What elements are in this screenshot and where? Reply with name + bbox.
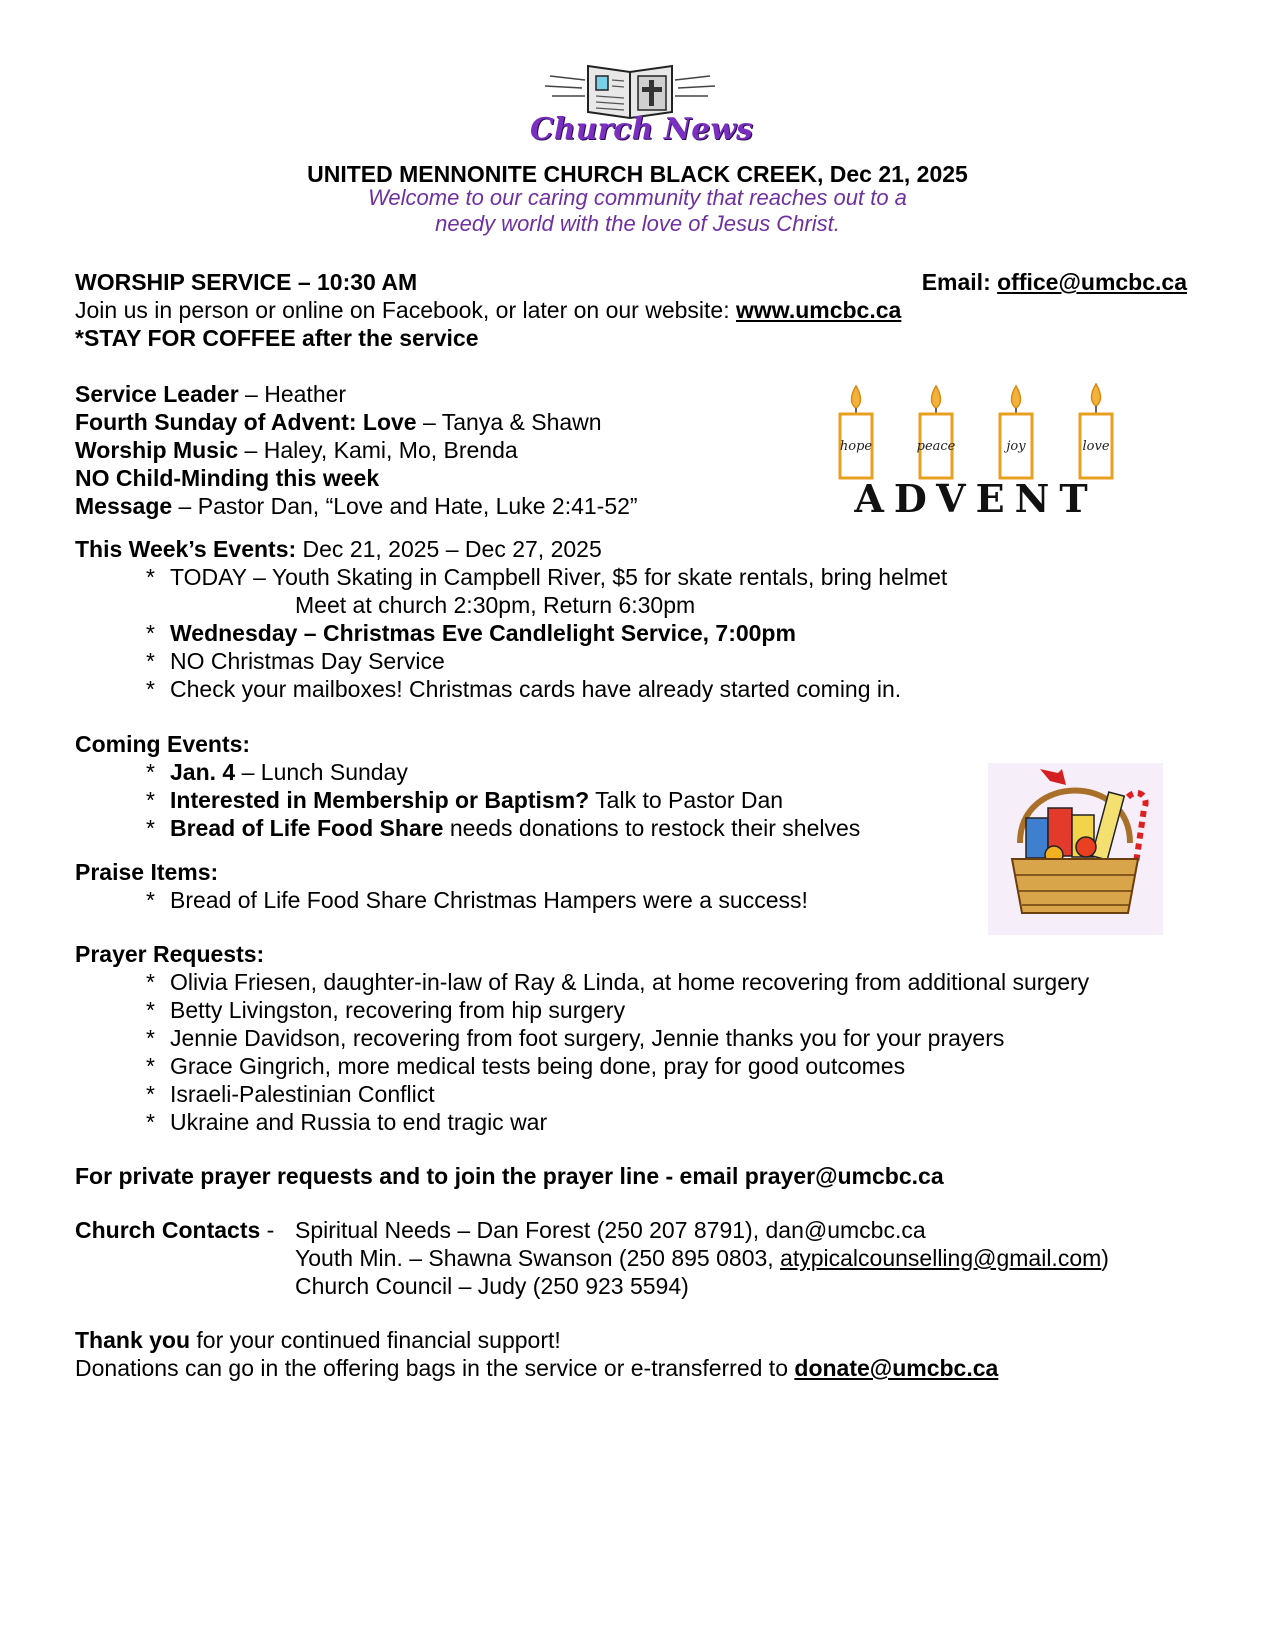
prayer-text: Jennie Davidson, recovering from foot surgery, Jennie thanks you for your prayers — [170, 1025, 1005, 1051]
event-text: Check your mailboxes! Christmas cards have already started coming in. — [170, 676, 902, 702]
service-leader-label: Service Leader — [75, 381, 239, 407]
prayer-text: Ukraine and Russia to end tragic war — [170, 1109, 548, 1135]
bullet-star: * — [146, 648, 155, 674]
bullet-star: * — [146, 969, 155, 995]
list-item — [146, 1052, 905, 1080]
this-week-label: This Week’s Events: — [75, 536, 297, 562]
contact-spiritual: Spiritual Needs – Dan Forest (250 207 8791), dan@umcbc.ca — [295, 1217, 926, 1243]
list-item — [146, 996, 625, 1024]
candle-label: peace — [916, 439, 956, 454]
contact-council: Church Council – Judy (250 923 5594) — [295, 1273, 689, 1299]
prayer-text: Grace Gingrich, more medical tests being done, pray for good outcomes — [170, 1053, 906, 1079]
contact-youth — [295, 1244, 1109, 1272]
logo-text: Church News — [530, 112, 754, 147]
list-item — [146, 814, 860, 842]
bullet-star: * — [146, 676, 155, 702]
bullet-star: * — [146, 1109, 155, 1135]
list-item — [146, 619, 796, 647]
this-week-heading — [75, 535, 602, 563]
candle-flames — [852, 384, 1101, 408]
welcome-line-2: needy world with the love of Jesus Christ. — [435, 211, 840, 236]
list-item — [146, 786, 783, 814]
bullet-star: * — [146, 887, 155, 913]
list-item — [146, 968, 1089, 996]
event-bold: Jan. 4 — [170, 759, 236, 785]
worship-music-label: Worship Music — [75, 437, 239, 463]
event-text: Wednesday – Christmas Eve Candlelight Service, 7:00pm — [170, 620, 796, 646]
event-text: TODAY – Youth Skating in Campbell River, $5 for skate rentals, bring helmet — [170, 564, 948, 590]
bullet-star: * — [146, 997, 155, 1023]
donate-email-link[interactable]: donate@umcbc.ca — [794, 1355, 999, 1381]
event-text: needs donations to restock their shelves — [443, 815, 861, 841]
youth-email-link[interactable]: atypicalcounselling@gmail.com — [780, 1245, 1102, 1271]
website-link[interactable]: www.umcbc.ca — [736, 297, 902, 323]
bullet-star: * — [146, 1025, 155, 1051]
candle-label: joy — [1006, 439, 1026, 454]
event-text: – Lunch Sunday — [235, 759, 408, 785]
message-label: Message — [75, 493, 173, 519]
donations-line — [75, 1354, 998, 1382]
list-item — [146, 647, 445, 675]
bullet-star: * — [146, 1081, 155, 1107]
church-contacts-label-line — [75, 1216, 274, 1244]
praise-text: Bread of Life Food Share Christmas Hampers were a success! — [170, 887, 808, 913]
child-minding-note: NO Child-Minding this week — [75, 465, 380, 491]
event-text: NO Christmas Day Service — [170, 648, 445, 674]
coming-events-heading: Coming Events: — [75, 731, 251, 757]
event-text: Talk to Pastor Dan — [589, 787, 784, 813]
email-label: Email: — [921, 269, 998, 295]
worship-music-value: – Haley, Kami, Mo, Brenda — [238, 437, 518, 463]
advent-candles-image — [820, 380, 1120, 520]
event-continuation: Meet at church 2:30pm, Return 6:30pm — [295, 592, 696, 618]
church-news-logo — [530, 54, 754, 154]
advent-candles-icon — [820, 380, 1120, 520]
contact-youth-suffix: ) — [1101, 1245, 1109, 1271]
contacts-dash: - — [260, 1217, 275, 1243]
service-leader-value: – Heather — [238, 381, 347, 407]
list-item — [146, 1108, 547, 1136]
food-basket-icon — [988, 763, 1163, 935]
church-contacts-label: Church Contacts — [75, 1217, 261, 1243]
bullet-star: * — [146, 564, 155, 590]
advent-value: – Tanya & Shawn — [416, 409, 602, 435]
list-item — [146, 886, 808, 914]
bullet-star: * — [146, 620, 155, 646]
advent-word: ADVENT — [854, 476, 1098, 520]
worship-music — [75, 436, 518, 464]
food-basket-image — [988, 763, 1163, 935]
thank-you-line — [75, 1326, 561, 1354]
worship-heading: WORSHIP SERVICE – 10:30 AM — [75, 269, 418, 295]
message-value: – Pastor Dan, “Love and Hate, Luke 2:41-52” — [172, 493, 638, 519]
list-item — [146, 1080, 435, 1108]
candle-label: love — [1082, 439, 1110, 454]
bullet-star: * — [146, 815, 155, 841]
contact-youth-text: Youth Min. – Shawna Swanson (250 895 0803, — [295, 1245, 781, 1271]
prayer-text: Betty Livingston, recovering from hip surgery — [170, 997, 626, 1023]
prayer-text: Olivia Friesen, daughter-in-law of Ray & Linda, at home recovering from additional surgery — [170, 969, 1090, 995]
event-bold: Bread of Life Food Share — [170, 815, 444, 841]
list-item — [146, 1024, 1004, 1052]
bullet-star: * — [146, 759, 155, 785]
donations-text: Donations can go in the offering bags in the service or e-transferred to — [75, 1355, 795, 1381]
candle-label: hope — [839, 439, 873, 454]
list-item — [146, 675, 901, 703]
coffee-note: *STAY FOR COFFEE after the service — [75, 325, 479, 351]
private-prayer-note: For private prayer requests and to join the prayer line - email prayer@umcbc.ca — [75, 1163, 944, 1189]
join-line — [75, 296, 901, 324]
office-email-line — [922, 268, 1187, 296]
thank-you-text: for your continued financial support! — [190, 1327, 561, 1353]
list-item — [146, 758, 408, 786]
message — [75, 492, 638, 520]
list-item — [146, 563, 947, 591]
page-title: UNITED MENNONITE CHURCH BLACK CREEK, Dec 21, 2025 — [307, 161, 968, 187]
join-text: Join us in person or online on Facebook, or later on our website: — [75, 297, 736, 323]
bullet-star: * — [146, 1053, 155, 1079]
thank-you-bold: Thank you — [75, 1327, 191, 1353]
advent-label: Fourth Sunday of Advent: Love — [75, 409, 417, 435]
prayer-heading: Prayer Requests: — [75, 941, 265, 967]
bullet-star: * — [146, 787, 155, 813]
service-leader — [75, 380, 346, 408]
this-week-range: Dec 21, 2025 – Dec 27, 2025 — [296, 536, 602, 562]
welcome-line-1: Welcome to our caring community that reaches out to a — [368, 185, 907, 210]
event-bold: Interested in Membership or Baptism? — [170, 787, 590, 813]
advent-sunday — [75, 408, 602, 436]
praise-heading: Praise Items: — [75, 859, 219, 885]
prayer-text: Israeli-Palestinian Conflict — [170, 1081, 435, 1107]
office-email-link[interactable]: office@umcbc.ca — [997, 269, 1187, 295]
